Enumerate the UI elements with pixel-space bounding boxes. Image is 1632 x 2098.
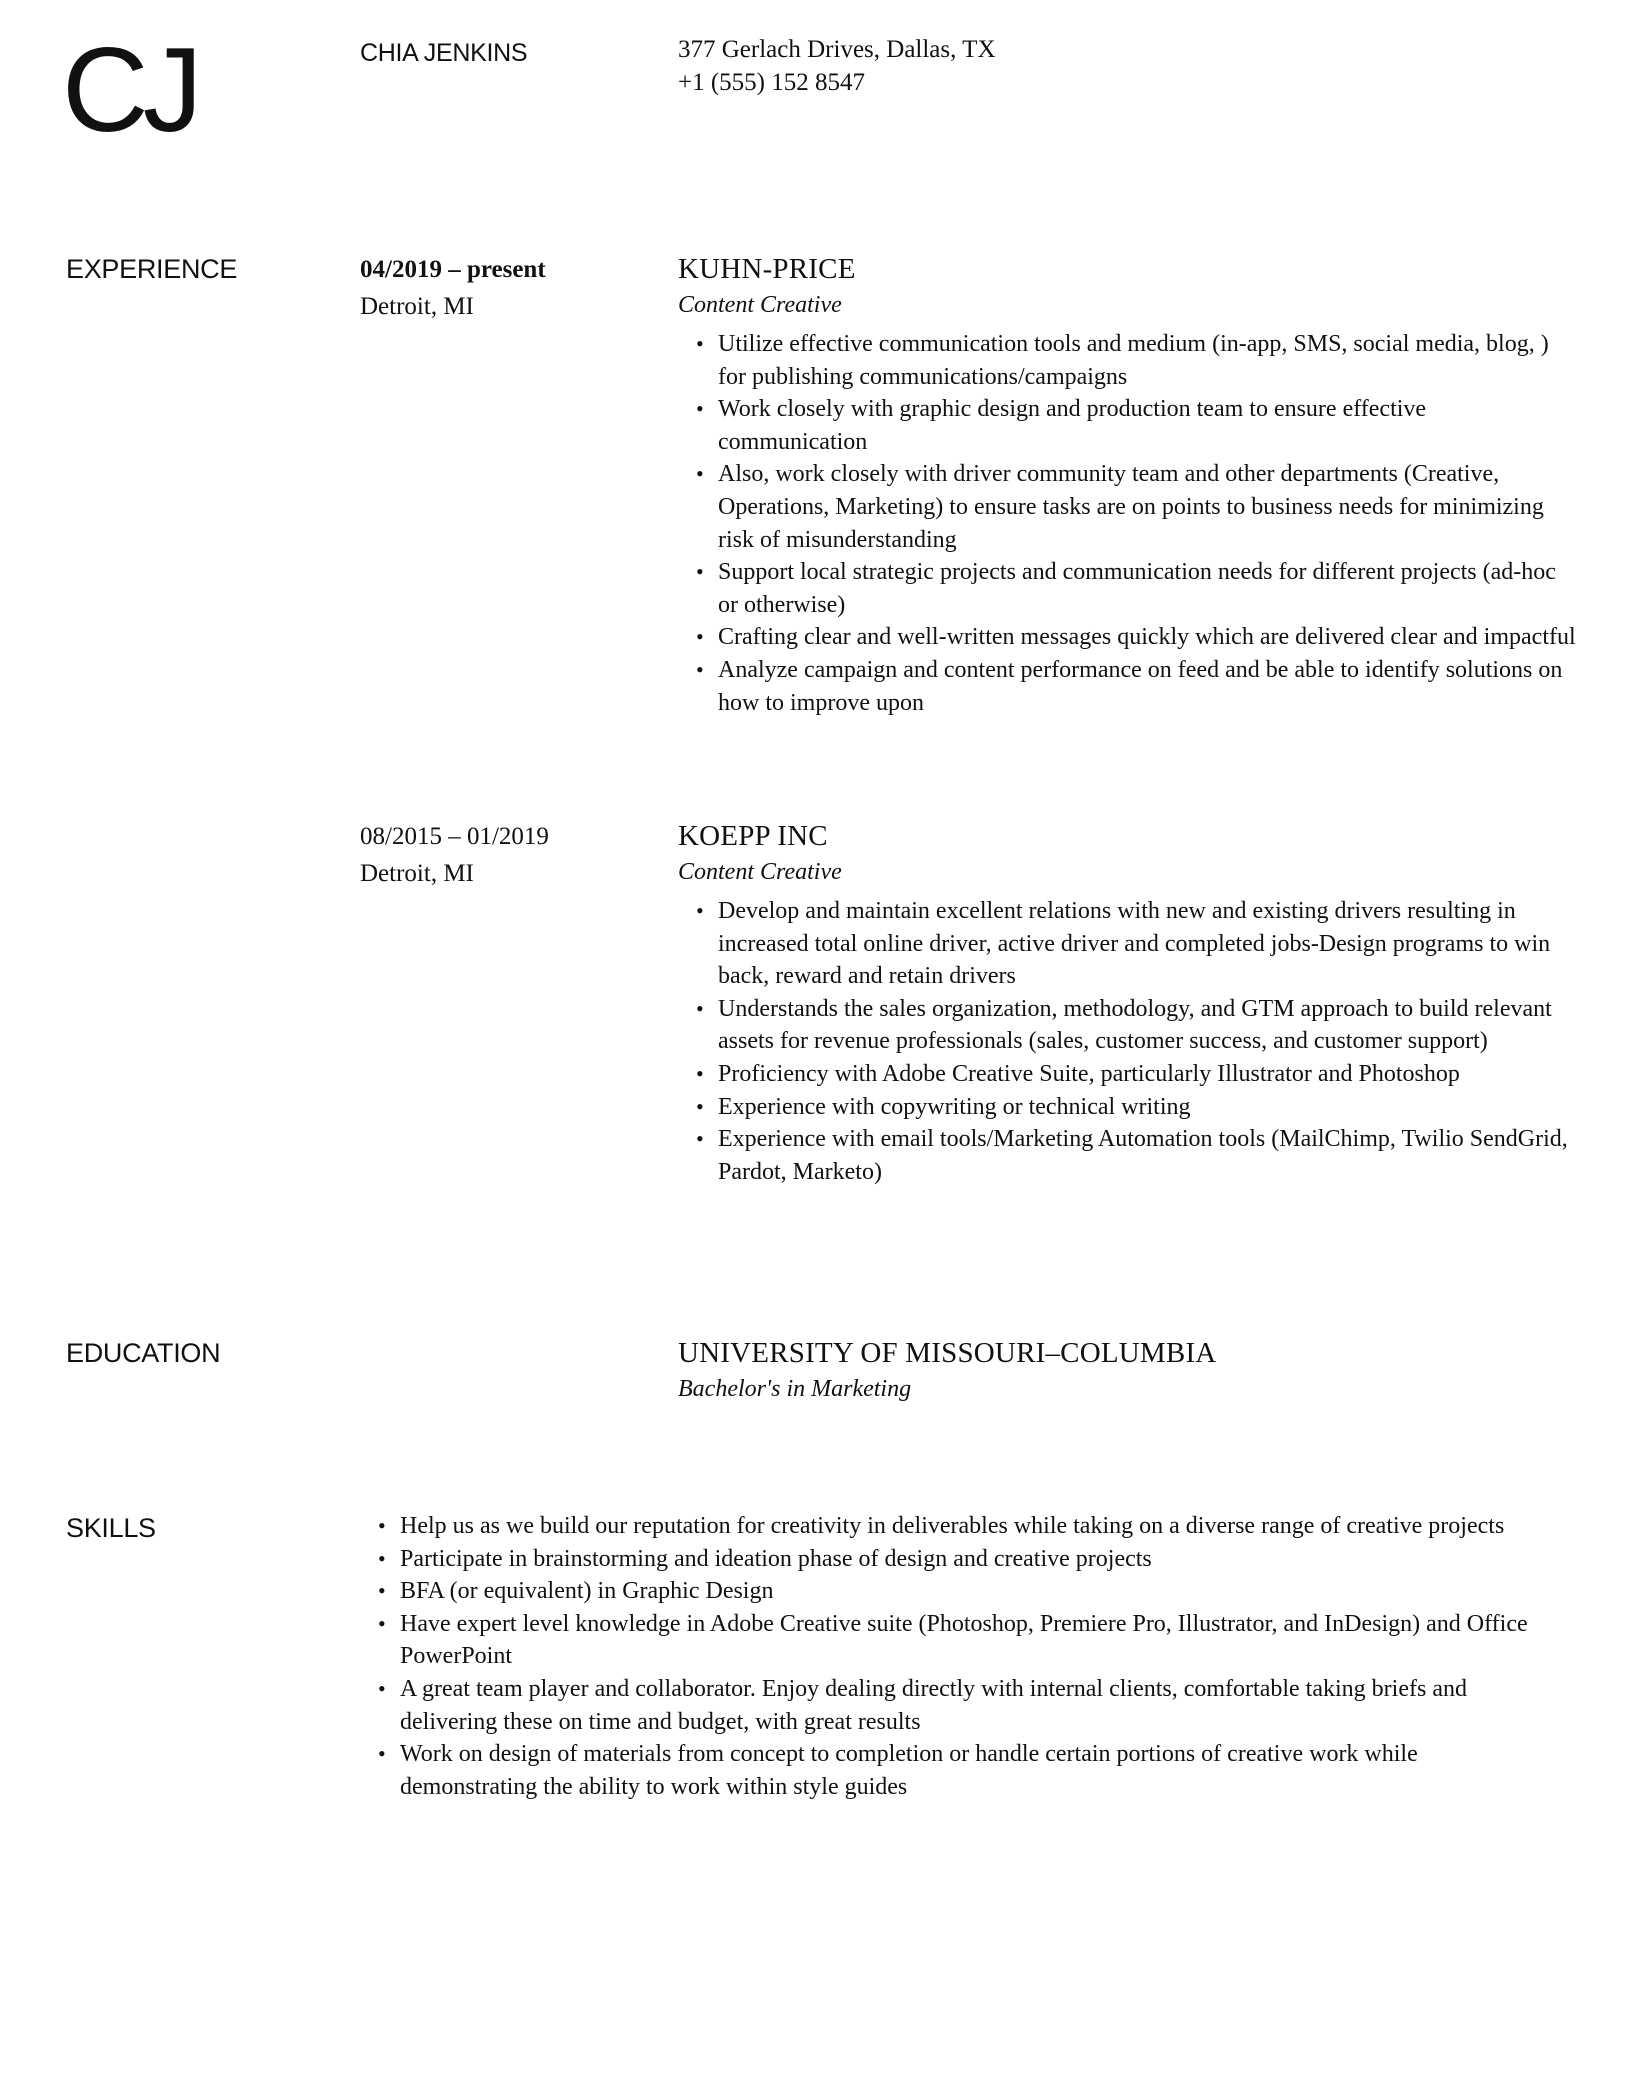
list-item: • BFA (or equivalent) in Graphic Design (400, 1575, 1538, 1608)
degree: Bachelor's in Marketing (678, 1376, 912, 1402)
company-name: KUHN-PRICE (678, 253, 856, 285)
list-item: • Participate in brainstorming and ideation phase of design and creative projects (400, 1543, 1538, 1576)
job-location: Detroit, MI (360, 293, 474, 320)
list-item: • Have expert level knowledge in Adobe Creative suite (Photoshop, Premiere Pro, Illustrator, and InDesign) and Office PowerPoint (400, 1608, 1538, 1673)
list-item: • Help us as we build our reputation for creativity in deliverables while taking on a diverse range of creative projects (400, 1510, 1538, 1543)
list-item: • Develop and maintain excellent relations with new and existing drivers resulting in increased total online driver, active driver and completed jobs-Design programs to win back, reward and retain drivers (718, 895, 1578, 993)
list-item: • Work closely with graphic design and production team to ensure effective communication (718, 393, 1578, 458)
list-item: • Support local strategic projects and communication needs for different projects (ad-hoc or otherwise) (718, 556, 1578, 621)
monogram: CJ (62, 23, 197, 157)
experience-heading: EXPERIENCE (66, 254, 238, 284)
address: 377 Gerlach Drives, Dallas, TX (678, 36, 996, 63)
list-item: • Crafting clear and well-written messages quickly which are delivered clear and impactful (718, 621, 1578, 654)
list-item: • Understands the sales organization, methodology, and GTM approach to build relevant assets for revenue professionals (sales, customer success, and customer support) (718, 993, 1578, 1058)
list-item: • Experience with email tools/Marketing Automation tools (MailChimp, Twilio SendGrid, Pardot, Marketo) (718, 1123, 1578, 1188)
job-bullets (678, 328, 1578, 719)
job-entry (678, 818, 1578, 1188)
list-item: • Utilize effective communication tools and medium (in-app, SMS, social media, blog, ) for publishing communications/campaigns (718, 328, 1578, 393)
list-item: • Work on design of materials from concept to completion or handle certain portions of creative work while demonstrating the ability to work within style guides (400, 1738, 1538, 1803)
list-item: • A great team player and collaborator. Enjoy dealing directly with internal clients, comfortable taking briefs and delivering these on time and budget, with great results (400, 1673, 1538, 1738)
skills-list (378, 1510, 1538, 1803)
school-name: UNIVERSITY OF MISSOURI–COLUMBIA (678, 1337, 1217, 1369)
education-entry (678, 1335, 1578, 1408)
list-item: • Proficiency with Adobe Creative Suite, particularly Illustrator and Photoshop (718, 1058, 1578, 1091)
job-dates: 04/2019 – present (360, 256, 546, 283)
job-location: Detroit, MI (360, 860, 474, 887)
job-role: Content Creative (678, 859, 842, 885)
job-meta (360, 818, 549, 892)
job-meta (360, 251, 546, 325)
skills-bullets (378, 1510, 1538, 1803)
phone: +1 (555) 152 8547 (678, 69, 865, 96)
job-dates: 08/2015 – 01/2019 (360, 823, 549, 850)
candidate-name: CHIA JENKINS (360, 39, 528, 67)
skills-heading: SKILLS (66, 1513, 156, 1543)
list-item: • Also, work closely with driver community team and other departments (Creative, Operations, Marketing) to ensure tasks are on points to business needs for minimizing risk of misunderstanding (718, 458, 1578, 556)
job-bullets (678, 895, 1578, 1188)
company-name: KOEPP INC (678, 820, 828, 852)
job-entry (678, 251, 1578, 719)
education-heading: EDUCATION (66, 1338, 221, 1368)
list-item: • Analyze campaign and content performance on feed and be able to identify solutions on how to improve upon (718, 654, 1578, 719)
job-role: Content Creative (678, 292, 842, 318)
list-item: • Experience with copywriting or technical writing (718, 1091, 1578, 1124)
contact-info (678, 33, 996, 99)
